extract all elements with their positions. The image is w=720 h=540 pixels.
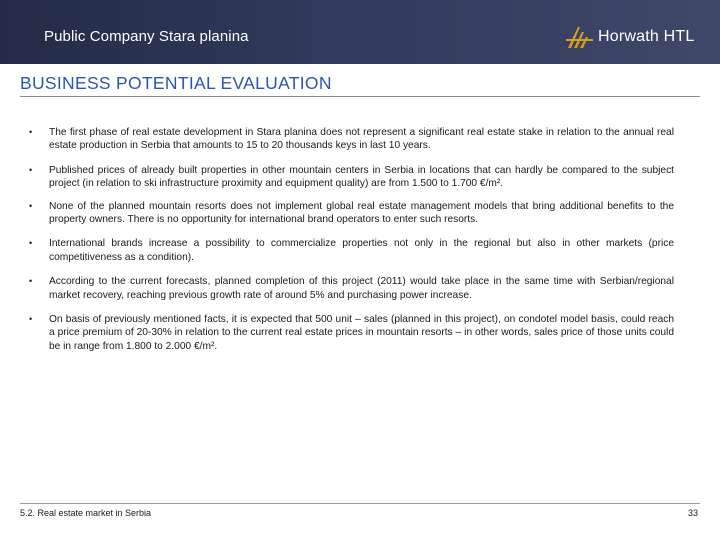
title-divider: [20, 96, 700, 97]
bullet-mark: •: [29, 127, 33, 137]
bullet-text: Published prices of already built properties in other mountain centers in Serbia in locations that can hardly be compared to the subject project (in relation to ski infrastructure proximity and equipment quality) are from 1.500 to 1.700 €/m².: [49, 164, 674, 190]
bullet-text: None of the planned mountain resorts does not implement global real estate management models that bring additional benefits to the property owners. There is no opportunity for international brand operators to enter such resorts.: [49, 200, 674, 226]
logo-text: Horwath HTL: [598, 28, 695, 45]
bullet-mark: •: [29, 238, 33, 249]
header-bar: [0, 0, 720, 64]
bullet-text: International brands increase a possibility to commercialize properties not only in the regional but also in other markets (price competitiveness as a condition).: [49, 238, 674, 263]
bullet-text: The first phase of real estate development in Stara planina does not represent a significant real estate stake in relation to the annual real estate production in Serbia that amounts to 15 to 20 thousands keys in last 10 years.: [49, 127, 674, 152]
bullet-mark: •: [29, 164, 33, 175]
bullet-item: [20, 237, 674, 264]
bullet-item: [20, 275, 674, 302]
bullet-mark: •: [29, 314, 33, 325]
bullet-mark: •: [29, 200, 33, 211]
bullet-mark: •: [29, 276, 33, 287]
page-title: BUSINESS POTENTIAL EVALUATION: [20, 73, 332, 93]
horwath-htl-logo: [566, 24, 694, 50]
footer-section-label: 5.2. Real estate market in Serbia: [20, 508, 152, 518]
bullet-text: According to the current forecasts, planned completion of this project (2011) would take place in the same time with Serbian/regional market recovery, reaching previous growth rate of around 5% and purchasing power increase.: [49, 276, 674, 301]
horwath-htl-logo-icon: [566, 24, 594, 50]
bullet-item: [20, 200, 674, 227]
bullet-item: [20, 126, 674, 153]
company-title: Public Company Stara planina: [44, 28, 249, 45]
bullet-text: On basis of previously mentioned facts, it is expected that 500 unit – sales (planned in this project), on condotel model basis, could reach a price premium of 20-30% in relation to the current real estate prices in mountain resorts – in other words, sales price of those units could be in range from 1.800 to 2.000 €/m².: [49, 314, 674, 352]
footer-divider: [20, 503, 700, 504]
page-number: 33: [687, 508, 698, 518]
bullet-list: [20, 126, 674, 364]
bullet-item: [20, 313, 674, 353]
bullet-item: [20, 164, 674, 191]
